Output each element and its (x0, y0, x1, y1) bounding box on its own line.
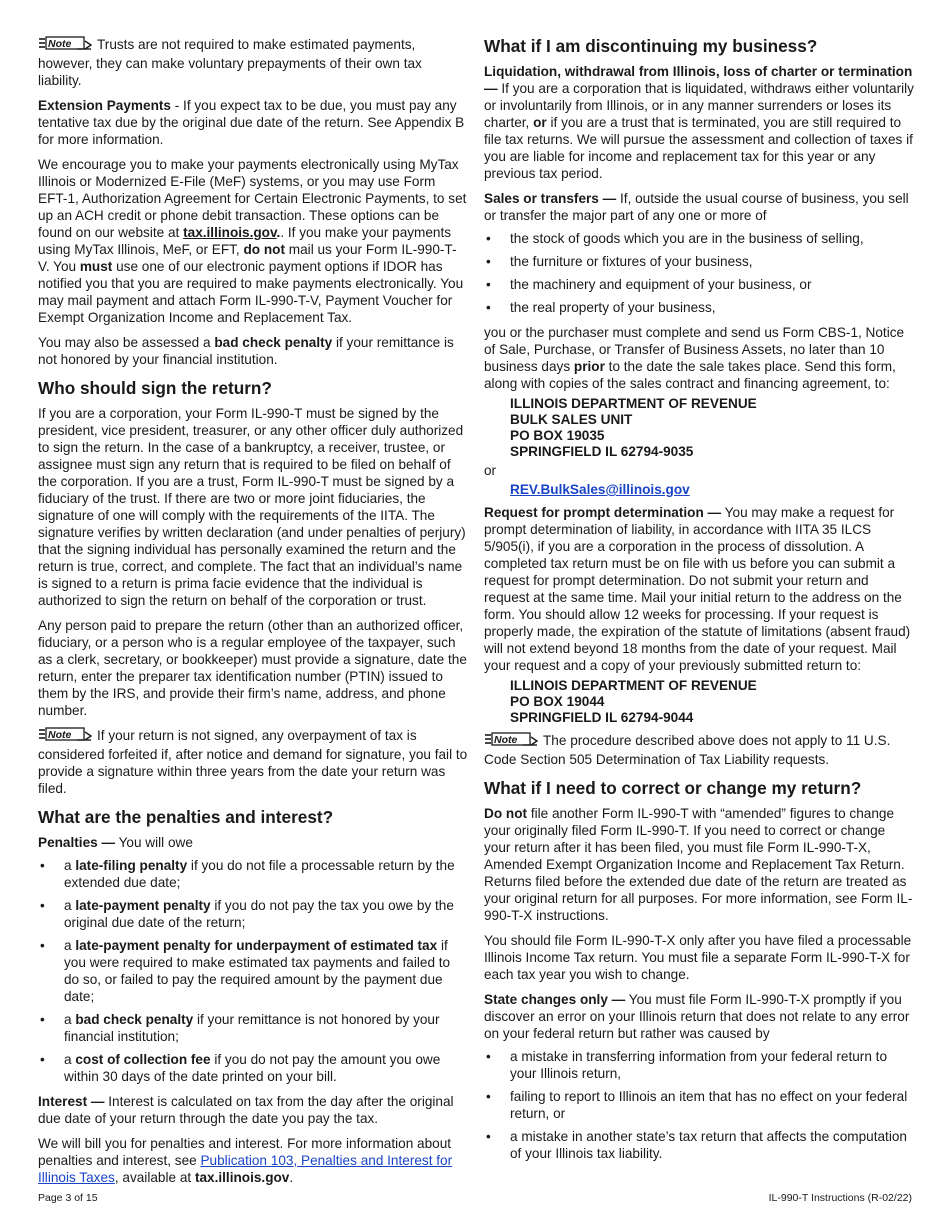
form-id: IL-990-T Instructions (R-02/22) (768, 1192, 912, 1204)
correct-paragraph: Do not file another Form IL-990-T with “amended” figures to change your originally filed Form IL-990-T. If you need to correct or change your return after it has been filed, you must file Form IL-990-T-X, Amended Exempt Organization Income and Replacement Tax Return. Returns filed before the extended due date of the return are treated as your original return for all purposes. For more information, see Form IL-990-T-X instructions. (484, 806, 913, 923)
list-item: • a cost of collection fee if you do not pay the amount you owe within 30 days of the date printed on your bill. (40, 1052, 441, 1084)
bulk-sales-address: ILLINOIS DEPARTMENT OF REVENUE BULK SALES UNIT PO BOX 19035 SPRINGFIELD IL 62794-9035 (510, 396, 757, 459)
or-text: or (484, 463, 497, 478)
list-item: • the furniture or fixtures of your business, (486, 254, 753, 269)
tax-website-link[interactable]: tax.illinois.gov (183, 225, 277, 240)
bad-check-paragraph: You may also be assessed a bad check penalty if your remittance is not honored by your financial institution. (38, 335, 454, 367)
list-item: • a late-filing penalty if you do not file a processable return by the extended due date; (40, 858, 455, 890)
file-paragraph: You should file Form IL-990-T-X only after you have filed a processable Illinois Income Tax return. You must file a separate Form IL-990-T-X for each tax year you wish to change. (484, 933, 912, 982)
right-column (484, 36, 914, 1170)
prompt-determination-paragraph: Request for prompt determination — You may make a request for prompt determination of liability, in accordance with IITA 35 ILCS 5/905(i), if you are a corporation in the process of dissolution. A completed tax return must be on file with us before you can submit a request for prompt determination. Do not submit your return and request at the same time. Mail your initial return to the address on the form. You should allow 12 weeks for processing. If your request is properly made, the expiration of the statute of limitations (absent fraud) will not extend beyond 18 months from the date of your request. Mail your request and a copy of your previously submitted return to: (484, 505, 911, 673)
bulk-sales-email-link[interactable]: REV.BulkSales@illinois.gov (510, 482, 690, 497)
sales-list (484, 230, 914, 316)
note-label: Note (48, 38, 72, 50)
interest-paragraph: Interest — Interest is calculated on tax from the day after the original due date of your return through the date you pay the tax. (38, 1094, 454, 1126)
extension-payments: Extension Payments - If you expect tax to be due, you must pay any tentative tax due by the original due date of the return. See Appendix B for more information. (38, 98, 465, 147)
liquidation-paragraph: Liquidation, withdrawal from Illinois, loss of charter or termination — If you are a corporation that is liquidated, withdraws either voluntarily or involuntarily from Illinois, or in any manner surrenders or loses its charter, or if you are a trust that is terminated, you are still required to file tax returns. We will pursue the assessment and collection of taxes if you are liable for income and replacement tax for this year or any previous tax period. (484, 64, 914, 181)
sign-paragraph-2: Any person paid to prepare the return (other than an authorized officer, fiduciary, or a person who is a regular employee of the taxpayer, such as a clerk, secretary, or bookkeeper) must provide a signature, date the return, enter the preparer tax identification number (PTIN) issued to them by the IRS, and provide their firm’s name, address, and phone number. (38, 618, 467, 718)
note-label: Note (494, 734, 518, 746)
penalties-intro: Penalties — You will owe (38, 835, 193, 850)
list-item: • a bad check penalty if your remittance is not honored by your financial institution; (40, 1012, 440, 1044)
list-item: • the real property of your business, (486, 300, 716, 315)
bill-paragraph: We will bill you for penalties and interest. For more information about penalties and interest, see Publication 103, Penalties and Interest for Illinois Taxes, available at tax.illinois.gov. (38, 1136, 453, 1185)
electronic-payments-paragraph: We encourage you to make your payments electronically using MyTax Illinois or Modernized E-File (MeF) systems, or you may use Form EFT-1, Authorization Agreement for Certain Electronic Payments, to set up an ACH credit or phone debit transaction. These options can be found on our website at tax.illinois.gov.. If you make your payments using MyTax Illinois, MeF, or EFT, do not mail us your Form IL-990-T-V. You must use one of our electronic payment options if IDOR has notified you that you are required to make payments electronically. You may mail payment and attach Form IL-990-T-V, Payment Voucher for Exempt Organization Income and Replacement Tax. (38, 157, 467, 325)
prompt-note: Note The procedure described above does not apply to 11 U.S. Code Section 505 Determination of Tax Liability requests. (484, 733, 891, 767)
note-label: Note (48, 729, 72, 741)
note-icon (38, 36, 94, 55)
sign-heading: Who should sign the return? (38, 378, 272, 398)
note-icon (484, 732, 540, 751)
list-item: • a mistake in transferring information from your federal return to your Illinois return, (486, 1049, 888, 1081)
list-item: • the machinery and equipment of your business, or (486, 277, 812, 292)
sales-paragraph: Sales or transfers — If, outside the usual course of business, you sell or transfer the major part of any one or more of (484, 191, 909, 223)
penalties-heading: What are the penalties and interest? (38, 807, 334, 827)
state-changes-paragraph: State changes only — You must file Form IL-990-T-X promptly if you discover an error on your Illinois return that does not relate to any error on your federal return but rather was caused by (484, 992, 910, 1041)
prompt-determination-address: ILLINOIS DEPARTMENT OF REVENUE PO BOX 19044 SPRINGFIELD IL 62794-9044 (510, 678, 757, 725)
state-changes-list (484, 1048, 914, 1162)
list-item: • a mistake in another state’s tax return that affects the computation of your Illinois tax liability. (486, 1129, 907, 1161)
trusts-note: Note Trusts are not required to make estimated payments, however, they can make voluntary prepayments of their own tax liability. (38, 37, 422, 88)
email-line (510, 481, 914, 498)
correct-heading: What if I need to correct or change my return? (484, 778, 862, 798)
penalty-list (38, 857, 468, 1085)
discontinue-heading: What if I am discontinuing my business? (484, 36, 818, 56)
note-icon (38, 727, 94, 746)
page-number: Page 3 of 15 (38, 1192, 98, 1204)
sign-paragraph-1: If you are a corporation, your Form IL-990-T must be signed by the president, vice president, treasurer, or any other officer duly authorized to sign the return. In the case of a bankruptcy, a receiver, trustee, or assignee must sign any return that is required to be filed on behalf of the corporation. If you are a trust, Form IL-990-T must be signed by a fiduciary of the trust. If there are two or more joint fiduciaries, the signature of one will comply with the requirements of the IITA. The signature verifies by written declaration (and under penalties of perjury) that the signing individual has personally examined the return and the return is true, correct, and complete. The fact that an individual’s name is signed to a return is prima facie evidence that the individual is authorized to sign the return on behalf of the corporation or trust. (38, 406, 466, 608)
purchaser-paragraph: you or the purchaser must complete and send us Form CBS-1, Notice of Sale, Purchase, or Transfer of Business Assets, no later than 10 business days prior to the date the sale takes place. Send this form, along with copies of the sales contract and financing agreement, to: (484, 325, 905, 391)
list-item: • a late-payment penalty for underpayment of estimated tax if you were required to make estimated tax payments and failed to do so, or failed to pay the required amount by the payment due date; (40, 938, 451, 1004)
list-item: • a late-payment penalty if you do not pay the tax you owe by the original due date of the return; (40, 898, 454, 930)
left-column (38, 36, 468, 1194)
sign-note: Note If your return is not signed, any overpayment of tax is considered forfeited if, after notice and demand for signature, you fail to provide a signature within three years from the date your return was filed. (38, 728, 468, 796)
list-item: • the stock of goods which you are in the business of selling, (486, 231, 864, 246)
publication-103-link[interactable]: Publication 103, Penalties and Interest for Illinois Taxes (38, 1153, 453, 1185)
list-item: • failing to report to Illinois an item that has no effect on your federal return, or (486, 1089, 908, 1121)
